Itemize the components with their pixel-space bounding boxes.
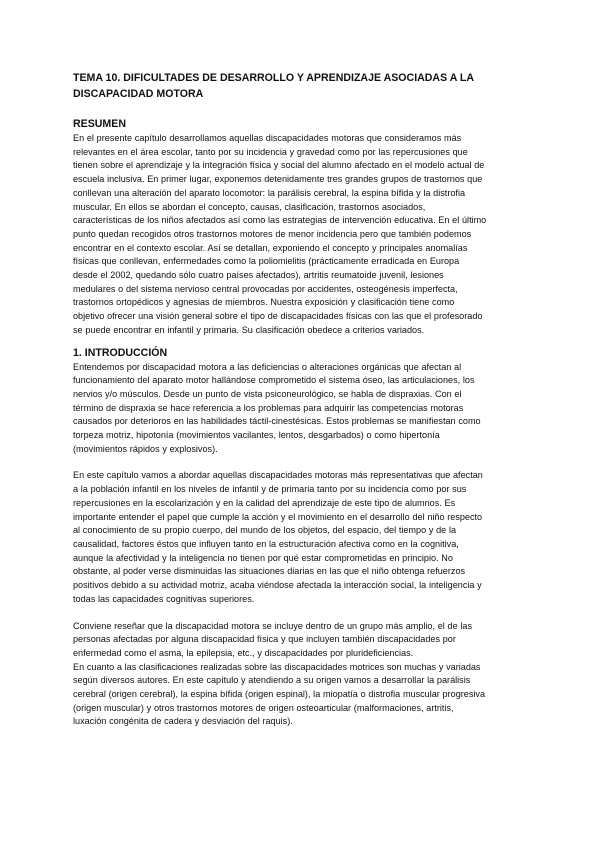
text-line: punto quedan recogidos otros trastornos motores de menor incidencia pero que también podemos [73,228,472,239]
text-line: según diversos autores. En este capítulo y atendiendo a su origen vamos a desarrollar la parálisis [73,675,471,686]
text-line: causalidad, factores éstos que influyen tanto en la estructuración afectiva como en la cognitiva, [73,538,459,549]
introduccion-paragraph-2 [73,469,533,606]
text-line: se puede encontrar en infantil y primaria. Su clasificación obedece a criterios variados. [73,324,425,335]
text-line: En este capítulo vamos a abordar aquellas discapacidades motoras más representativas que afectan [73,470,483,481]
document-title [73,70,533,102]
text-line: nervios y/o músculos. Desde un punto de vista psiconeurológico, se habla de dispraxias. Con el [73,388,462,399]
text-line: conllevan una alteración del aparato locomotor: la parálisis cerebral, la espina bífida y la distrofia [73,187,466,198]
title-line: TEMA 10. DIFICULTADES DE DESARROLLO Y APRENDIZAJE ASOCIADAS A LA [73,72,475,84]
text-line: objetivo ofrecer una visión general sobre el tipo de discapacidades físicas con las que el profesorado [73,311,483,322]
text-line: repercusiones en la escolarización y en la calidad del aprendizaje de este tipo de alumnos. Es [73,497,456,508]
text-line: al conocimiento de su propio cuerpo, del mundo de los objetos, del espacio, del tiempo y de la [73,525,457,536]
text-line: características de los niños afectados así como las estrategias de intervención educativa. En el último [73,215,487,226]
text-line: escuela inclusiva. En primer lugar, exponemos detenidamente tres grandes grupos de trastornos que [73,174,483,185]
text-line: enfermedad como el asma, la epilepsia, etc., y discapacidades por plurideficiencias. [73,647,414,658]
text-line: relevantes en el área escolar, tanto por su incidencia y gravedad como por las repercusiones que [73,146,468,157]
text-line: aunque la afectividad y la inteligencia no tienen por qué estar comprometidas en principio. No [73,552,453,563]
resumen-heading: RESUMEN [73,118,126,130]
introduccion-paragraph-1 [73,361,533,457]
text-line: (movimientos rápidos y explosivos). [73,443,218,454]
title-line: DISCAPACIDAD MOTORA [73,88,204,100]
text-line: obstante, al poder verse disminuidas las situaciones diarias en las que el niño obtenga refuerzos [73,566,466,577]
text-line: En cuanto a las clasificaciones realizadas sobre las discapacidades motrices son muchas y variadas [73,661,481,672]
document-page [73,70,533,729]
text-line: (origen muscular) y otros trastornos motores de origen osteoarticular (malformaciones, artritis, [73,702,454,713]
text-line: muscular. En ellos se abordan el concepto, causas, clasificación, trastornos asociados, [73,201,426,212]
resumen-paragraph [73,132,533,338]
text-line: positivos debido a su actividad motriz, acaba viéndose afectada la interacción social, la inteligencia y [73,580,482,591]
text-line: término de dispraxia se hace referencia a los problemas para adquirir las competencias motoras [73,402,464,413]
text-line: trastornos ortopédicos y agnesias de miembros. Nuestra exposición y clasificación tiene como [73,297,455,308]
text-line: Conviene reseñar que la discapacidad motora se incluye dentro de un grupo más amplio, el de las [73,620,473,631]
text-line: físicas que conllevan, enfermedades como la poliomielitis (prácticamente erradicada en Europa [73,256,460,267]
text-line: encontrar en el contexto escolar. Así se detallan, exponiendo el concepto y principales anomalías [73,242,468,253]
text-line: tienen sobre el aprendizaje y la integración física y social del alumno afectado en el modelo actual de [73,160,485,171]
introduccion-paragraph-3 [73,620,533,730]
introduccion-heading: 1. INTRODUCCIÓN [73,346,168,359]
text-line: medulares o del sistema nervioso central provocadas por accidentes, osteogénesis imperfecta, [73,283,458,294]
text-line: funcionamiento del aparato motor hallándose comprometido el sistema óseo, las articulaciones, los [73,375,475,386]
text-line: cerebral (origen cerebral), la espina bífida (origen espinal), la miopatía o distrofia muscular progresiva [73,689,486,700]
text-line: torpeza motriz, hipotonía (movimientos vacilantes, lentos, desgarbados) o como hipertonía [73,430,440,441]
text-line: importante entender el papel que cumple la acción y el movimiento en el desarrollo del niño respecto [73,511,483,522]
text-line: causados por deterioros en las habilidades táctil-cinestésicas. Estos problemas se manifiestan como [73,416,481,427]
text-line: En el presente capítulo desarrollamos aquellas discapacidades motoras que consideramos más [73,133,462,143]
text-line: a la población infantil en los niveles de infantil y de primaria tanto por su incidencia como por sus [73,484,467,495]
text-line: personas afectadas por alguna discapacidad física y que incluyen también discapacidades por [73,634,456,645]
text-line: Entendemos por discapacidad motora a las deficiencias o alteraciones orgánicas que afectan al [73,361,462,372]
text-line: desde el 2002, quedando sólo cuatro países afectados), artritis reumatoide juvenil, lesiones [73,270,444,281]
text-line: todas las capacidades cognitivas superiores. [73,593,255,604]
text-line: luxación congénita de cadera y desviación del raquis). [73,716,293,727]
